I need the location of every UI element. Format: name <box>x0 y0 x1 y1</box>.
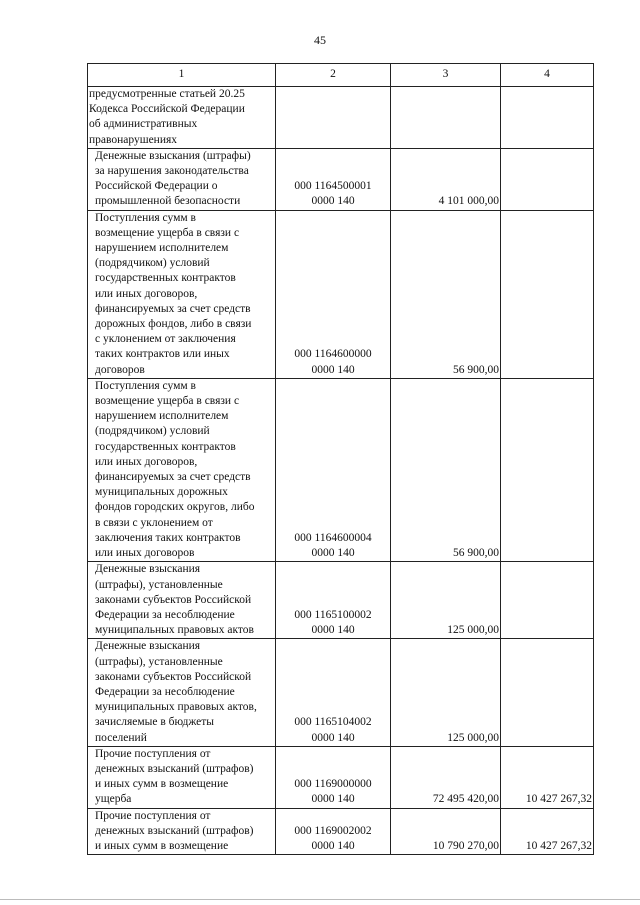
row-amount-3: 125 000,00 <box>391 639 501 746</box>
table-row <box>88 87 594 149</box>
row-code-cell: 000 1164600004 0000 140 <box>276 378 391 561</box>
row-amount-3: 72 495 420,00 <box>391 746 501 808</box>
row-amount-4: 10 427 267,32 <box>501 808 594 855</box>
row-name: предусмотренные статьей 20.25 Кодекса Российской Федерации об административных правонарушениях <box>89 88 245 146</box>
row-name-cell <box>88 210 276 378</box>
row-amount-4 <box>501 210 594 378</box>
row-name-cell <box>88 562 276 639</box>
table-row <box>88 808 594 855</box>
column-header-4: 4 <box>501 64 594 87</box>
row-name-cell <box>88 87 276 149</box>
table-row <box>88 746 594 808</box>
row-amount-3 <box>391 87 501 149</box>
table-row <box>88 562 594 639</box>
table-row <box>88 639 594 746</box>
row-name: Прочие поступления от денежных взысканий (штрафов) и иных сумм в возмещение ущерба <box>95 747 254 806</box>
page-number: 45 <box>314 33 326 47</box>
row-name-cell <box>88 639 276 746</box>
row-code-cell: 000 1164600000 0000 140 <box>276 210 391 378</box>
row-code-cell: 000 1165100002 0000 140 <box>276 562 391 639</box>
row-code-cell: 000 1165104002 0000 140 <box>276 639 391 746</box>
row-name: Прочие поступления от денежных взысканий (штрафов) и иных сумм в возмещение <box>95 809 254 852</box>
row-name: Денежные взыскания (штрафы), установленные законами субъектов Российской Федерации за несоблюдение муниципальных правовых актов, зачисляемые в бюджеты поселений <box>95 640 257 744</box>
row-name: Денежные взыскания (штрафы) за нарушения законодательства Российской Федерации о промышленной безопасности <box>95 149 251 208</box>
row-amount-3: 56 900,00 <box>391 378 501 561</box>
row-amount-3: 125 000,00 <box>391 562 501 639</box>
row-name: Поступления сумм в возмещение ущерба в связи с нарушением исполнителем (подрядчиком) условий государственных контрактов или иных договоров, финансируемых за счет средств дорожных фондов, либо в связи с уклонением от заключения таких контрактов или иных договоров <box>95 211 252 376</box>
row-amount-4 <box>501 639 594 746</box>
row-amount-4 <box>501 562 594 639</box>
column-header-2: 2 <box>276 64 391 87</box>
row-name-cell <box>88 808 276 855</box>
row-amount-3: 56 900,00 <box>391 210 501 378</box>
row-amount-4: 10 427 267,32 <box>501 746 594 808</box>
row-code-cell <box>276 87 391 149</box>
row-name-cell <box>88 746 276 808</box>
row-code-cell: 000 1169000000 0000 140 <box>276 746 391 808</box>
row-code-cell: 000 1169002002 0000 140 <box>276 808 391 855</box>
table-row <box>88 378 594 561</box>
table-row <box>88 210 594 378</box>
budget-revenue-table <box>87 63 594 855</box>
row-amount-4 <box>501 378 594 561</box>
table-row <box>88 148 594 210</box>
table-header-row <box>88 64 594 87</box>
row-code-cell: 000 1164500001 0000 140 <box>276 148 391 210</box>
column-header-1: 1 <box>88 64 276 87</box>
row-name: Поступления сумм в возмещение ущерба в связи с нарушением исполнителем (подрядчиком) условий государственных контрактов или иных договоров, финансируемых за счет средств муниципальных дорожных фондов городских округов, либо в связи с уклонением от заключения таких контрактов или иных договоров <box>95 379 255 560</box>
row-amount-3: 4 101 000,00 <box>391 148 501 210</box>
row-name-cell <box>88 378 276 561</box>
row-name-cell <box>88 148 276 210</box>
scan-edge-line <box>0 899 640 900</box>
row-amount-4 <box>501 87 594 149</box>
column-header-3: 3 <box>391 64 501 87</box>
row-amount-4 <box>501 148 594 210</box>
row-amount-3: 10 790 270,00 <box>391 808 501 855</box>
row-name: Денежные взыскания (штрафы), установленные законами субъектов Российской Федерации за несоблюдение муниципальных правовых актов <box>95 563 254 637</box>
